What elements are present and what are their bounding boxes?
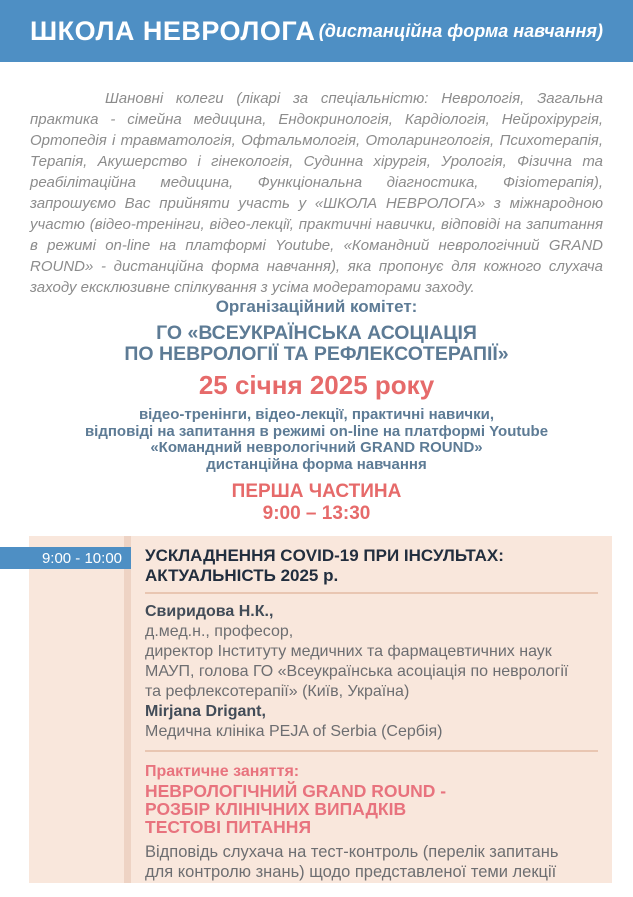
speaker-name: Mirjana Drigant, [145,703,266,720]
part-time-range: 9:00 – 13:30 [262,503,371,524]
header-banner [0,0,633,62]
speaker-detail: д.мед.н., професор, [145,623,294,640]
column-divider [124,536,131,883]
organization-name [0,323,633,364]
event-info-section [0,297,633,524]
event-details [0,407,633,473]
session-title-line: УСКЛАДНЕННЯ COVID-19 ПРИ ІНСУЛЬТАХ: [145,546,504,565]
practical-session-title [145,782,598,836]
session-divider [145,592,598,594]
speaker-detail: МАУП, голова ГО «Всеукраїнська асоціація по неврології [145,663,569,680]
organization-name-line: ПО НЕВРОЛОГІЇ ТА РЕФЛЕКСОТЕРАПІЇ» [124,342,509,365]
time-badge: 9:00 - 10:00 [0,547,131,569]
part-title: ПЕРША ЧАСТИНА [231,481,402,502]
intro-paragraph: Шановні колеги (лікарі за спеціальністю: Неврологія, Загальна практика - сімейна медицина, Ендокринологія, Кардіологія, Нейрохірургія, Ортопедія і травматологія, Офтальмологія, Отоларингологія, Психотерапія, Терапія, Акушерство і гінекологія, Судинна хірургія, Урологія, Фізична та реабілітаційна медицина, Функціональна діагностика, Фізіотерапія), запрошуємо Вас прийняти участь у «ШКОЛА НЕВРОЛОГА» з міжнародною участю (відео-тренінги, відео-лекції, практичні навички, відповіді на запитання в режимі on-line на платформі Youtube, «Командний неврологічний GRAND ROUND» - дистанційна форма навчання), яка пропонує для кожного слухача заходу ексклюзивне спілкування з усіма модераторами заходу. [30,90,603,296]
practical-session-note [145,842,598,882]
practical-title-line: ТЕСТОВІ ПИТАННЯ [145,817,312,837]
session-divider [145,750,598,752]
practical-title-line: РОЗБІР КЛІНІЧНИХ ВИПАДКІВ [145,799,407,819]
session-title [145,546,598,586]
training-format-subtitle: (дистанційна форма навчання) [318,20,603,41]
page-title: ШКОЛА НЕВРОЛОГА [30,15,316,46]
event-detail-line: відповіді на запитання в режимі on-line на платформі Youtube [84,422,549,440]
event-detail-line: дистанційна форма навчання [206,455,427,473]
practical-note-line: Відповідь слухача на тест-контроль (перелік запитань [145,843,559,861]
practical-session-label: Практичне заняття: [145,763,300,780]
practical-title-line: НЕВРОЛОГІЧНИЙ GRAND ROUND - [145,781,447,801]
practical-note-line: для контролю знань) щодо представленої теми лекції [145,863,557,881]
session-title-line: АКТУАЛЬНІСТЬ 2025 р. [145,566,339,585]
organization-name-line: ГО «ВСЕУКРАЇНСЬКА АСОЦІАЦІЯ [156,322,477,344]
speaker-detail: директор Інституту медичних та фармацевтичних наук [145,643,552,660]
session-card [131,536,612,883]
speaker-detail: та рефлексотерапії» (Київ, Україна) [145,683,410,700]
committee-label: Організаційний комітет: [215,297,418,316]
event-detail-line: «Командний неврологічний GRAND ROUND» [150,439,483,456]
event-detail-line: відео-тренінги, відео-лекції, практичні навички, [138,406,495,423]
event-date: 25 січня 2025 року [198,370,435,400]
speaker-detail: Медична клініка PEJA of Serbia (Сербія) [145,723,443,740]
speaker-name: Свиридова Н.К., [145,603,274,620]
time-column-background [29,536,124,883]
speakers-block [145,602,598,742]
schedule-section [0,536,633,883]
